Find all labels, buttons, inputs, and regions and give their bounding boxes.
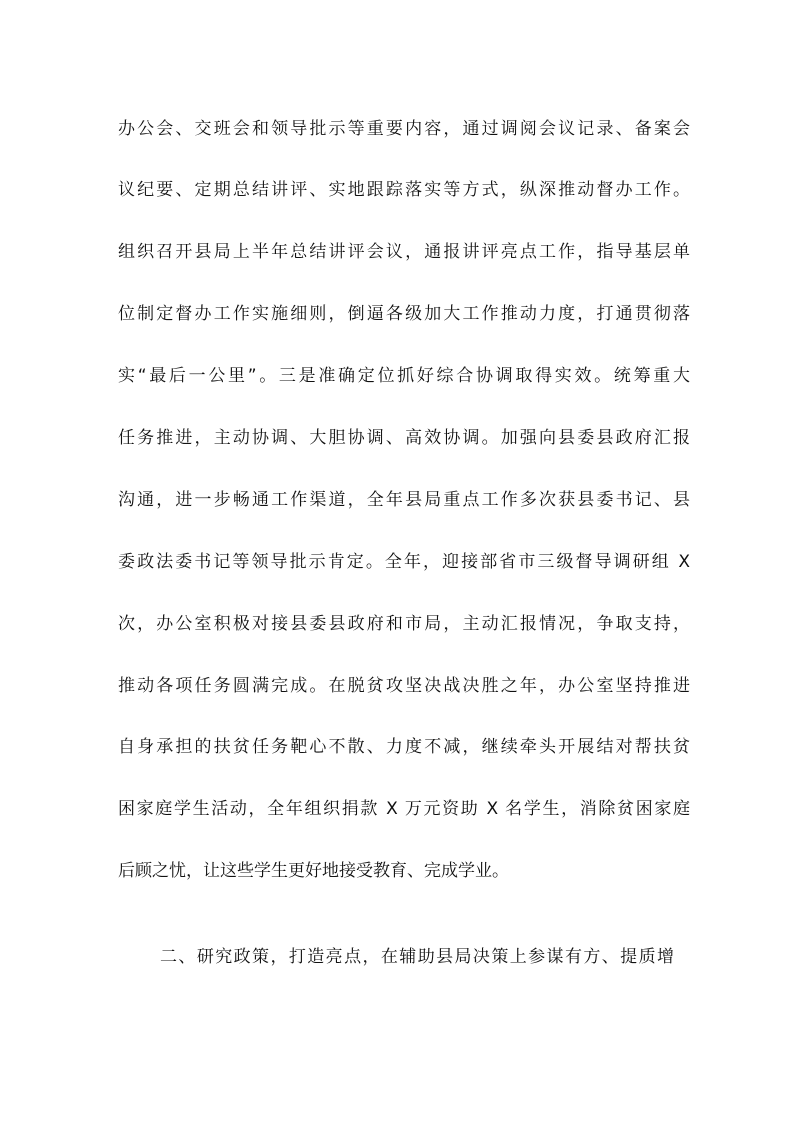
paragraph-line-13: 后顾之忧，让这些学生更好地接受教育、完成学业。: [118, 861, 509, 881]
paragraph-line-5: 实“最后一公里”。三是准确定位抓好综合协调取得实效。统筹重大: [118, 366, 690, 386]
paragraph-line-7: 沟通，进一步畅通工作渠道，全年县局重点工作多次获县委书记、县: [118, 490, 690, 510]
paragraph-line-4: 位制定督办工作实施细则，倒逼各级加大工作推动力度，打通贯彻落: [118, 304, 690, 324]
paragraph-line-2: 议纪要、定期总结讲评、实地跟踪落实等方式，纵深推动督办工作。: [118, 180, 690, 200]
paragraph-line-6: 任务推进，主动协调、大胆协调、高效协调。加强向县委县政府汇报: [118, 428, 690, 448]
paragraph-line-10: 推动各项任务圆满完成。在脱贫攻坚决战决胜之年，办公室坚持推进: [118, 676, 690, 696]
paragraph-line-1: 办公会、交班会和领导批示等重要内容，通过调阅会议记录、备案会: [118, 119, 690, 139]
paragraph-line-11: 自身承担的扶贫任务靶心不散、力度不减，继续牵头开展结对帮扶贫: [118, 737, 690, 757]
paragraph-line-12: 困家庭学生活动，全年组织捐款 X 万元资助 X 名学生，消除贫困家庭: [118, 799, 690, 819]
paragraph-line-9: 次，办公室积极对接县委县政府和市局，主动汇报情况，争取支持，: [118, 614, 690, 634]
paragraph-line-3: 组织召开县局上半年总结讲评会议，通报讲评亮点工作，指导基层单: [118, 242, 690, 262]
paragraph-line-8: 委政法委书记等领导批示肯定。全年，迎接部省市三级督导调研组 X: [118, 552, 690, 572]
section-heading: 二、研究政策，打造亮点，在辅助县局决策上参谋有方、提质增: [160, 947, 674, 967]
